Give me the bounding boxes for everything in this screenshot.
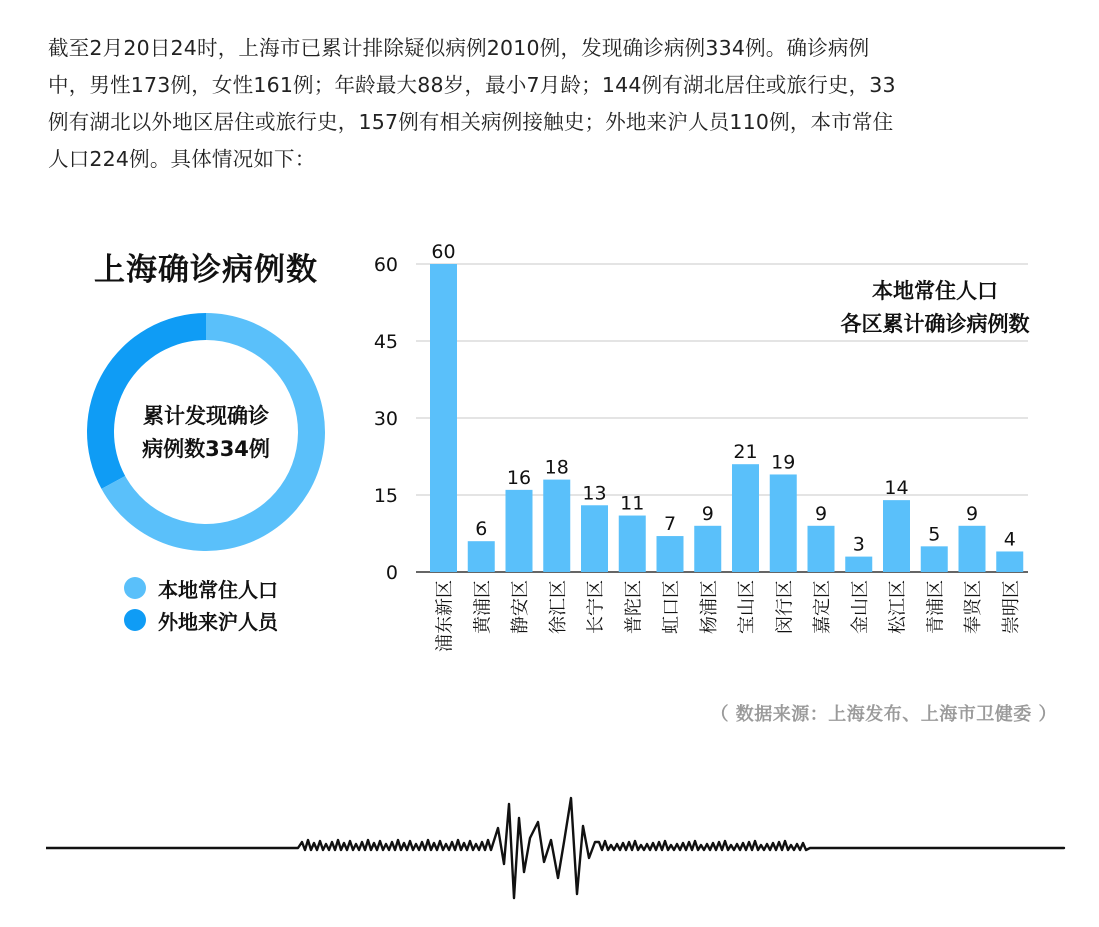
- bar-value-label: 9: [814, 502, 828, 525]
- donut-chart: [86, 312, 326, 552]
- bar-chart-y-ticks: [374, 254, 398, 584]
- bar: [506, 490, 533, 572]
- bar: [468, 541, 495, 572]
- legend-swatch-nonlocal: [124, 609, 146, 631]
- donut-chart-title: 上海确诊病例数: [94, 252, 318, 288]
- bar-value-label: 9: [965, 502, 979, 525]
- y-tick-label: 30: [373, 408, 398, 430]
- x-category-label: 崇明区: [1000, 580, 1022, 634]
- bar-chart-svg: [360, 230, 1060, 680]
- donut-center-label: [86, 400, 326, 466]
- x-category-label: 杨浦区: [698, 580, 720, 634]
- bar: [619, 516, 646, 572]
- bar-value-label: 21: [733, 441, 758, 464]
- x-category-label: 虹口区: [661, 580, 682, 634]
- bar-value-label: 19: [771, 451, 796, 474]
- waveform-line: [46, 798, 1064, 898]
- donut-center-line-1: 累计发现确诊: [143, 404, 269, 428]
- bar: [921, 546, 948, 572]
- bar-chart-title-line-1: 本地常住人口: [872, 279, 998, 303]
- x-category-label: 徐汇区: [547, 580, 569, 634]
- bar: [581, 505, 608, 572]
- x-category-label: 金山区: [849, 580, 871, 634]
- waveform-divider: [46, 790, 1066, 902]
- bar: [996, 551, 1023, 572]
- y-tick-label: 45: [373, 331, 398, 353]
- bar: [845, 557, 872, 572]
- legend-item-nonlocal: [124, 604, 278, 636]
- bar-value-label: 14: [884, 477, 909, 500]
- intro-line-3: 例有湖北以外地区居住或旅行史，157例有相关病例接触史；外地来沪人员110例，本市常住: [48, 110, 894, 134]
- bar-value-label: 7: [663, 513, 677, 536]
- x-category-label: 宝山区: [736, 580, 758, 634]
- x-category-label: 闵行区: [774, 580, 796, 634]
- x-category-label: 普陀区: [623, 580, 645, 634]
- bar-value-label: 5: [928, 523, 941, 546]
- y-tick-label: 60: [373, 254, 398, 276]
- bar: [770, 474, 797, 572]
- y-tick-label: 15: [373, 485, 398, 507]
- y-tick-label: 0: [385, 562, 398, 584]
- bar-value-label: 4: [1003, 528, 1016, 551]
- x-category-label: 嘉定区: [812, 580, 833, 634]
- x-category-label: 黄浦区: [472, 580, 494, 634]
- bar-chart-title-line-2: 各区累计确诊病例数: [840, 312, 1030, 336]
- bar-value-label: 16: [506, 466, 532, 489]
- x-category-label: 青浦区: [925, 580, 947, 634]
- bar-value-label: 60: [431, 241, 456, 263]
- legend-label-nonlocal: 外地来沪人员: [158, 609, 278, 634]
- bar-chart: [360, 230, 1060, 684]
- bar: [732, 464, 759, 572]
- intro-paragraph: [48, 30, 1068, 178]
- legend-item-local: [124, 572, 278, 604]
- intro-line-4: 人口224例。具体情况如下：: [48, 147, 316, 171]
- bar-value-label: 6: [475, 518, 488, 541]
- x-category-label: 浦东新区: [434, 580, 456, 652]
- legend-swatch-local: [124, 577, 146, 599]
- intro-line-2: 中，男性173例，女性161例；年龄最大88岁，最小7月龄；144例有湖北居住或旅行史，33: [48, 73, 896, 97]
- x-category-label: 奉贤区: [963, 580, 984, 634]
- bar-value-label: 18: [544, 456, 569, 479]
- donut-center-line-2: 病例数334例: [142, 437, 270, 461]
- donut-legend: [124, 572, 278, 636]
- bar: [883, 500, 910, 572]
- bar: [808, 526, 835, 572]
- source-note: （ 数据来源：上海发布、上海市卫健委 ）: [710, 704, 1057, 725]
- bar-value-label: 3: [852, 533, 865, 556]
- x-category-label: 松江区: [887, 580, 909, 634]
- bar: [657, 536, 684, 572]
- x-category-label: 静安区: [510, 580, 531, 634]
- bar: [430, 264, 457, 572]
- bar-value-label: 13: [582, 482, 607, 505]
- bar-value-label: 9: [701, 502, 714, 525]
- x-category-label: 长宁区: [585, 580, 607, 634]
- bar-chart-x-labels: [435, 580, 1022, 652]
- bar-value-label: 11: [620, 492, 645, 515]
- bar: [543, 480, 570, 572]
- bar: [959, 526, 986, 572]
- intro-line-1: 截至2月20日24时，上海市已累计排除疑似病例2010例，发现确诊病例334例。确诊病例: [48, 36, 870, 60]
- legend-label-local: 本地常住人口: [158, 577, 278, 602]
- bar: [694, 526, 721, 572]
